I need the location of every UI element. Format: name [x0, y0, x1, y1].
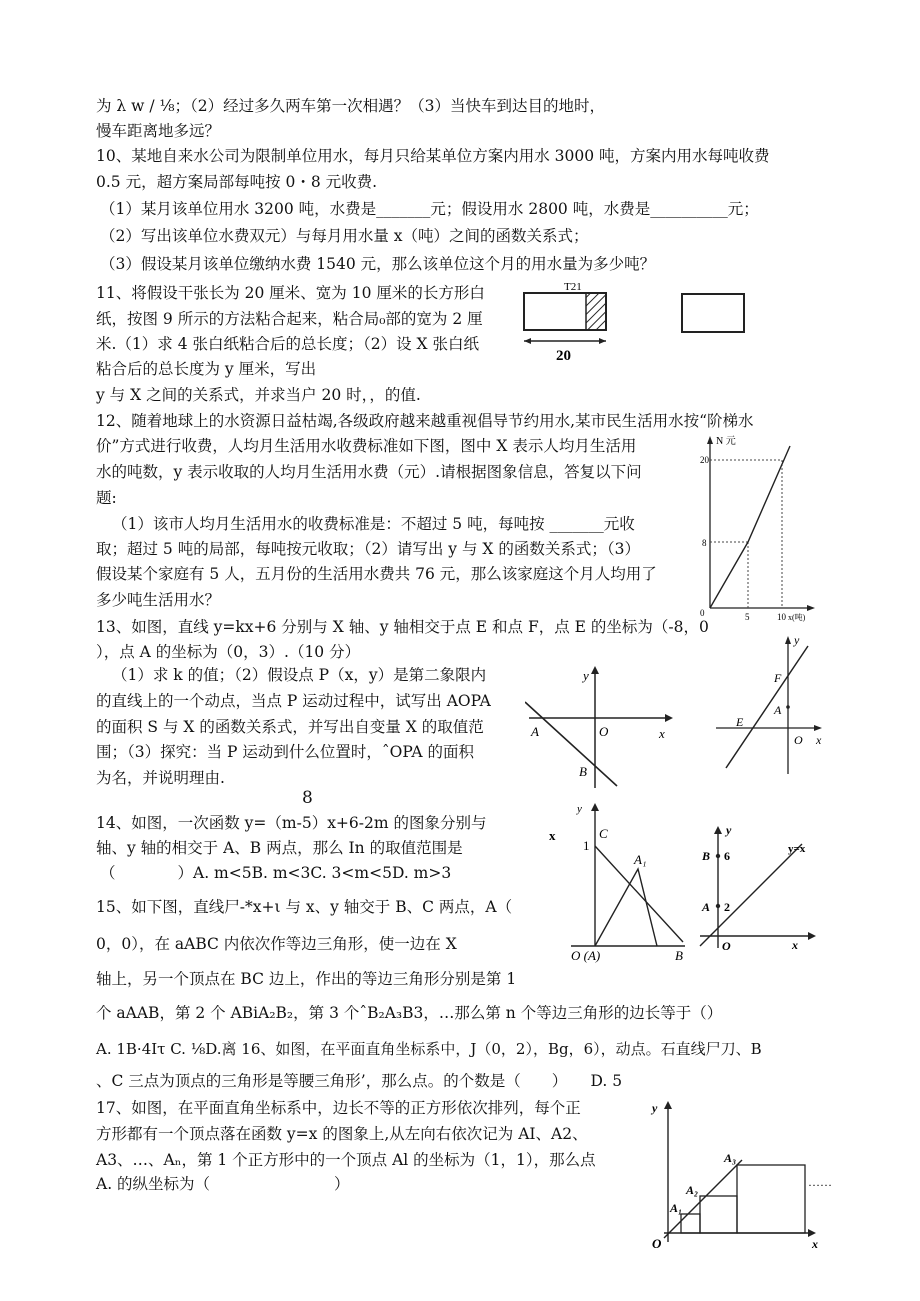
text-line-39: 方形都有一个顶点落在函数 y=x 的图象上,从左向右依次记为 AI、A2、: [96, 1125, 588, 1143]
q13r-x-arrow: [814, 725, 822, 731]
q15-label-one: 1: [583, 838, 590, 853]
text-line-19: 假设某个家庭有 5 人，五月份的生活用水费共 76 元，那么该家庭这个月人均用了: [96, 565, 657, 583]
q15-label-b: B: [675, 948, 683, 963]
q14-label-x: x: [792, 938, 798, 952]
q14-function-graph: [698, 822, 828, 952]
q14-label-two: 2: [724, 900, 730, 914]
strip-arrow-right: [599, 338, 606, 344]
q15-label-x: x: [549, 828, 556, 843]
text-line-40: A3、…、Aₙ，第 1 个正方形中的一个顶点 Al 的坐标为（1，1），那么点: [96, 1151, 596, 1169]
text-line-41: A. 的纵坐标为（ ）: [96, 1175, 350, 1193]
text-line-5: （1）某月该单位用水 3200 吨，水费是_______元；假设用水 2800 吨，水费是__________元；: [100, 200, 759, 218]
q13r-point-a: [786, 705, 790, 709]
q14-label-y: y: [726, 823, 732, 837]
text-line-33: 0，0），在 aABC 内依次作等边三角形，使一边在 X: [96, 935, 457, 953]
text-line-14: 价”方式进行收费，人均月生活用水收费标准如下图，图中 X 表示人均月生活用: [96, 437, 637, 455]
q15-label-c: C: [599, 826, 608, 841]
text-line-3: 10、某地自来水公司为限制单位用水，每月只给某单位方案内用水 3000 吨，方案内用水每吨收费: [96, 147, 770, 165]
q13l-label-a: A: [531, 724, 539, 739]
q13r-label-y: y: [794, 633, 800, 647]
q17-label-a1: A₁: [670, 1201, 683, 1215]
q14-y-arrow: [714, 826, 722, 834]
text-line-29: 14、如图，一次函数 y=（m-5）x+6-2m 的图象分别与: [96, 814, 487, 832]
q13l-label-x: x: [659, 726, 665, 741]
q15-label-a1: A₁: [634, 852, 647, 867]
q17-label-ellipsis: ……: [808, 1175, 832, 1189]
q13r-label-a: A: [774, 703, 782, 717]
q13-right-graph: [712, 632, 832, 780]
q13l-x-arrow: [665, 714, 673, 722]
q14-label-line: y=x: [788, 843, 806, 855]
q14-point-b: [716, 854, 720, 858]
text-line-21: 13、如图，直线 y=kx+6 分别与 X 轴、y 轴相交于点 E 和点 F，点 E 的坐标为（-8，0: [96, 618, 709, 636]
q17-squares-figure: [644, 1098, 834, 1258]
text-line-4: 0.5 元，超方案局部每吨按 0・8 元收费.: [96, 173, 378, 191]
q17-square-1: [681, 1214, 700, 1233]
q13r-y-arrow: [785, 636, 791, 644]
q13r-label-f: F: [774, 671, 782, 685]
q13r-label-x: x: [816, 733, 822, 747]
text-line-10: 米.（1）求 4 张白纸粘合后的总长度；（2）设 X 张白纸: [96, 335, 480, 353]
chart-y-label: N 元: [716, 436, 736, 447]
q13r-label-o: O: [794, 733, 803, 747]
text-line-32: 15、如下图，直线尸-*x+ι 与 x、y 轴交于 B、C 两点，A（: [96, 898, 513, 916]
text-line-8: 11、将假设干张长为 20 厘米、宽为 10 厘米的长方形白: [96, 284, 485, 302]
q15-label-o: O (A): [571, 948, 601, 963]
chart-tick-x-10: 10: [777, 612, 786, 622]
q17-label-a2: A₂: [686, 1183, 699, 1197]
text-line-25: 的面积 S 与 X 的函数关系式，并写出自变量 X 的取值范: [96, 718, 484, 736]
text-line-34: 轴上，另一个顶点在 BC 边上，作出的等边三角形分别是第 1: [96, 970, 517, 988]
text-line-38: 17、如图，在平面直角坐标系中，边长不等的正方形依次排列，每个正: [96, 1099, 581, 1117]
q14-label-o: O: [722, 939, 731, 952]
text-line-20: 多少吨生活用水？: [96, 591, 221, 609]
q14-label-six: 6: [724, 849, 730, 863]
text-line-31: （ ）A. m<5B. m<3C. 3<m<5D. m>3: [100, 864, 452, 882]
strip-rectangle-2: [682, 294, 744, 332]
text-line-36: A. 1B·4Iτ C. ⅛D.离 16、如图，在平面直角坐标系中，J（0，2），Bg，6），动点。石直线尸刀、B: [96, 1040, 762, 1058]
text-line-28: 8: [302, 788, 313, 808]
q13l-label-o: O: [599, 724, 609, 739]
chart-tick-y-20: 20: [700, 455, 709, 465]
chart-y-arrow: [707, 436, 713, 444]
chart-x-label: x(吨): [788, 613, 806, 622]
q17-line-yx: [664, 1160, 742, 1238]
water-fee-chart: [698, 432, 818, 624]
chart-origin-label: 0: [700, 608, 705, 618]
strip-width-label: 20: [556, 348, 571, 364]
text-line-11: 粘合后的总长度为 y 厘米，写出: [96, 360, 317, 378]
q14-label-b: B: [702, 849, 711, 863]
paper-strip-second-figure: [678, 290, 748, 338]
q17-y-arrow: [664, 1101, 672, 1109]
q15-triangle-figure: [545, 800, 695, 966]
q13r-line: [726, 646, 808, 768]
q17-label-y: y: [652, 1101, 658, 1115]
text-line-18: 取；超过 5 吨的局部，每吨按元收取；（2）请写出 y 与 X 的函数关系式；（3）: [96, 540, 640, 558]
text-line-9: 纸，按图 9 所示的方法粘合起来，粘合局₀部的宽为 2 厘: [96, 310, 483, 328]
q13l-y-arrow: [591, 666, 599, 674]
q14-line: [700, 844, 802, 946]
q17-label-x: x: [812, 1237, 818, 1251]
q13r-label-e: E: [736, 715, 744, 729]
chart-tick-y-8: 8: [702, 538, 707, 548]
text-line-37: 、C 三点为顶点的三角形是等腰三角形’，那么点。的个数是（ ） D. 5: [96, 1072, 623, 1090]
q13l-line: [525, 702, 617, 786]
text-line-22: ），点 A 的坐标为（0，3）.（10 分）: [96, 643, 361, 661]
text-line-13: 12、随着地球上的水资源日益枯竭,各级政府越来越重视倡导节约用水,某市民生活用水按“阶梯水: [96, 412, 754, 430]
q17-x-arrow: [808, 1229, 816, 1237]
text-line-7: （3）假设某月该单位缴纳水费 1540 元，那么该单位这个月的用水量为多少吨？: [100, 255, 656, 273]
text-line-15: 水的吨数，y 表示收取的人均月生活用水费（元）.请根据图象信息，答复以下问: [96, 463, 642, 481]
q15-label-y: y: [577, 803, 582, 815]
chart-fee-line: [710, 446, 790, 608]
chart-tick-x-5: 5: [745, 612, 750, 622]
strip-arrow-left: [524, 338, 531, 344]
text-line-24: 的直线上的一个动点，当点 P 运动过程中，试写出 AOPA: [96, 692, 491, 710]
text-line-16: 题:: [96, 489, 117, 507]
q13l-label-b: B: [579, 764, 587, 779]
text-line-6: （2）写出该单位水费双元）与每月用水量 x（吨）之间的函数关系式；: [100, 227, 589, 245]
q13l-label-y: y: [583, 668, 589, 683]
text-line-1: 为 λ w / ⅛；（2）经过多久两车第一次相遇？（3）当快车到达目的地时，: [96, 97, 606, 115]
strip-glue-area: [586, 293, 606, 330]
text-line-30: 轴、y 轴的相交于 A、B 两点，那么 In 的取值范围是: [96, 839, 463, 857]
text-line-35: 个 aAAB，第 2 个 ABiA₂B₂，第 3 个ˆB₂A₃B3，…那么第 n 个等边三角形的边长等于（）: [96, 1004, 723, 1022]
text-line-2: 慢车距离地多远？: [96, 122, 221, 140]
text-line-17: （1）该市人均月生活用水的收费标准是：不超过 5 吨，每吨按 _______元收: [112, 515, 635, 533]
q14-point-a: [716, 904, 720, 908]
q17-square-3: [737, 1165, 805, 1233]
text-line-27: 为名，并说明理由.: [96, 769, 225, 787]
q17-label-o: O: [652, 1236, 662, 1251]
q15-y-arrow: [591, 803, 599, 811]
q17-label-a3: A₃: [724, 1151, 737, 1165]
q14-label-a: A: [702, 900, 711, 914]
text-line-26: 围；（3）探究：当 P 运动到什么位置时，ˆOPA 的面积: [96, 743, 474, 761]
q14-x-arrow: [808, 932, 816, 940]
q13-left-graph: [525, 660, 685, 790]
text-line-23: （1）求 k 的值；（2）假设点 P（x，y）是第二象限内: [112, 666, 487, 684]
chart-x-arrow: [807, 605, 815, 611]
text-line-12: y 与 X 之间的关系式，并求当户 20 时，，的值.: [96, 386, 421, 404]
q17-square-2: [700, 1196, 737, 1233]
strip-top-label: T21: [564, 281, 582, 293]
paper-strip-figure: [518, 280, 618, 365]
